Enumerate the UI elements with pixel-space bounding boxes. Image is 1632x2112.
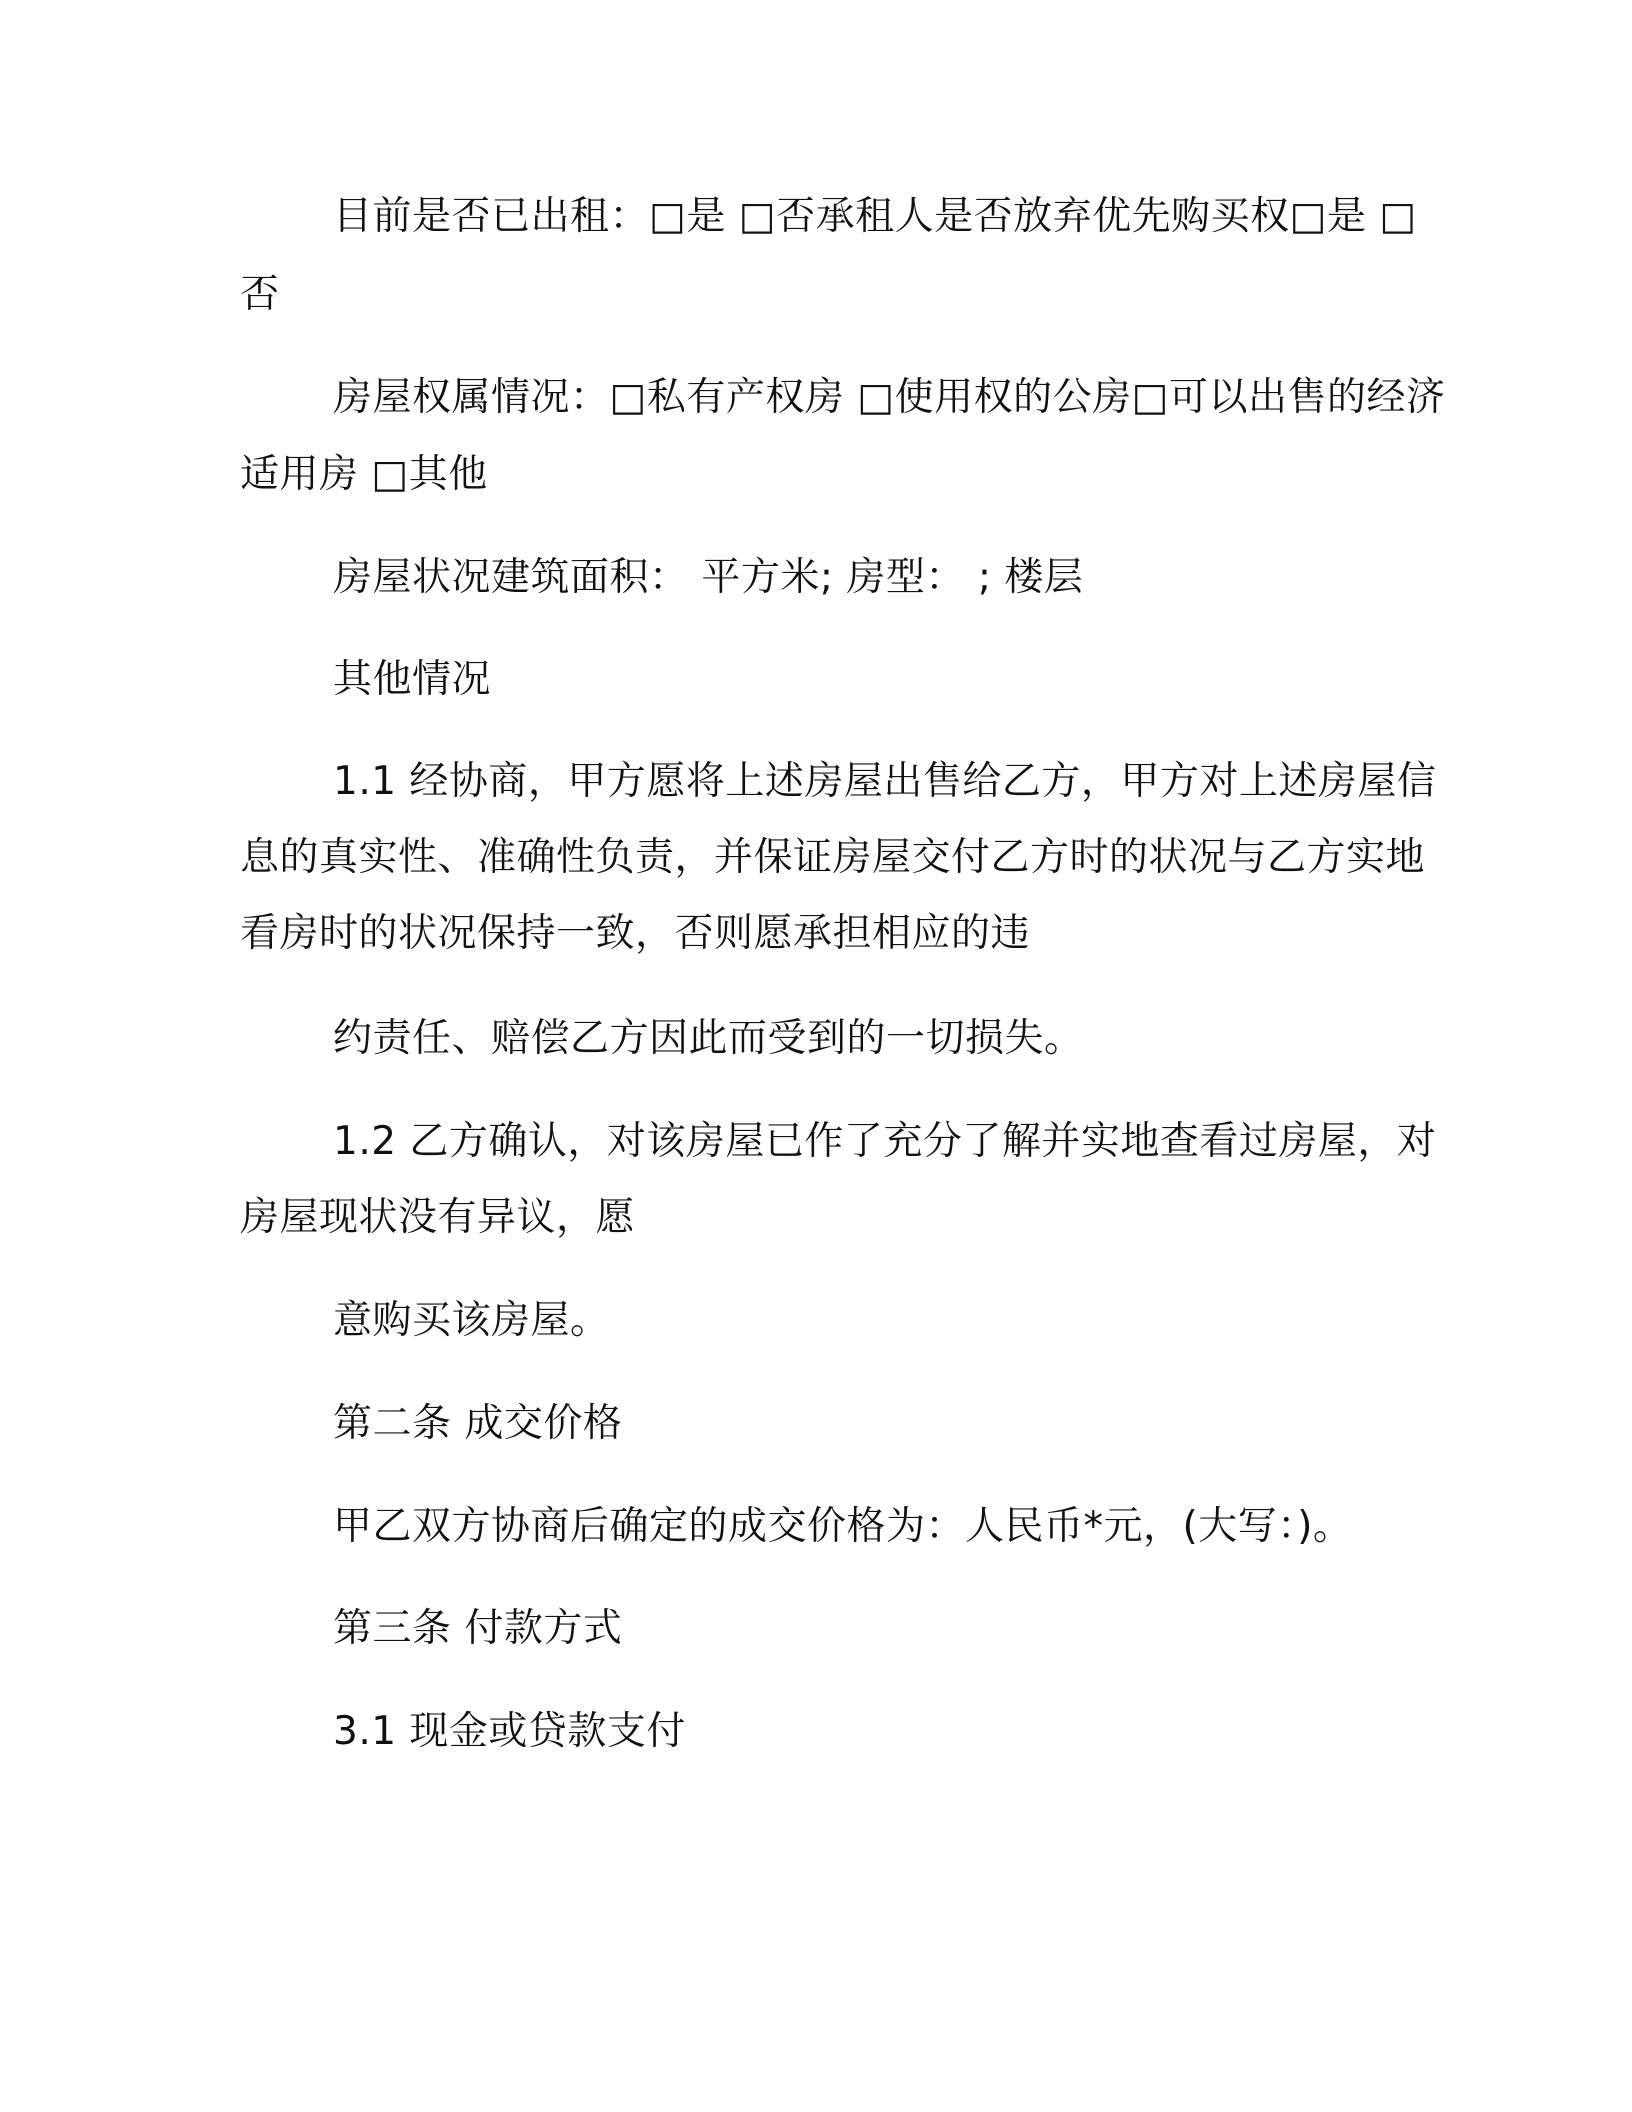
- clause-1-1-line-2: 息的真实性、准确性负责，并保证房屋交付乙方时的状况与乙方实地: [240, 835, 1426, 880]
- ownership-line: 房屋权属情况：□私有产权房 □使用权的公房□可以出售的经济: [333, 375, 1446, 420]
- clause-1-2-continued: 意购买该房屋。: [333, 1298, 610, 1343]
- ownership-line-continued: 适用房 □其他: [240, 452, 488, 497]
- house-condition-line: 房屋状况建筑面积： 平方米; 房型： ; 楼层: [333, 555, 1084, 600]
- clause-1-1-continued: 约责任、赔偿乙方因此而受到的一切损失。: [333, 1016, 1084, 1061]
- other-info-heading: 其他情况: [333, 657, 492, 702]
- clause-1-2-line-2: 房屋现状没有异议，愿: [240, 1195, 636, 1240]
- clause-1-1-line-3: 看房时的状况保持一致，否则愿承担相应的违: [240, 911, 1031, 956]
- clause-3-1-heading: 3.1 现金或贷款支付: [333, 1709, 686, 1754]
- article-3-heading: 第三条 付款方式: [333, 1606, 623, 1651]
- rental-status-line-continued: 否: [240, 272, 280, 317]
- price-line: 甲乙双方协商后确定的成交价格为：人民币*元，(大写：)。: [333, 1504, 1353, 1549]
- clause-1-2-line-1: 1.2 乙方确认，对该房屋已作了充分了解并实地查看过房屋，对: [333, 1119, 1437, 1164]
- article-2-heading: 第二条 成交价格: [333, 1401, 623, 1446]
- rental-status-line: 目前是否已出租：□是 □否承租人是否放弃优先购买权□是 □: [333, 194, 1417, 239]
- clause-1-1-line-1: 1.1 经协商，甲方愿将上述房屋出售给乙方，甲方对上述房屋信: [333, 759, 1437, 804]
